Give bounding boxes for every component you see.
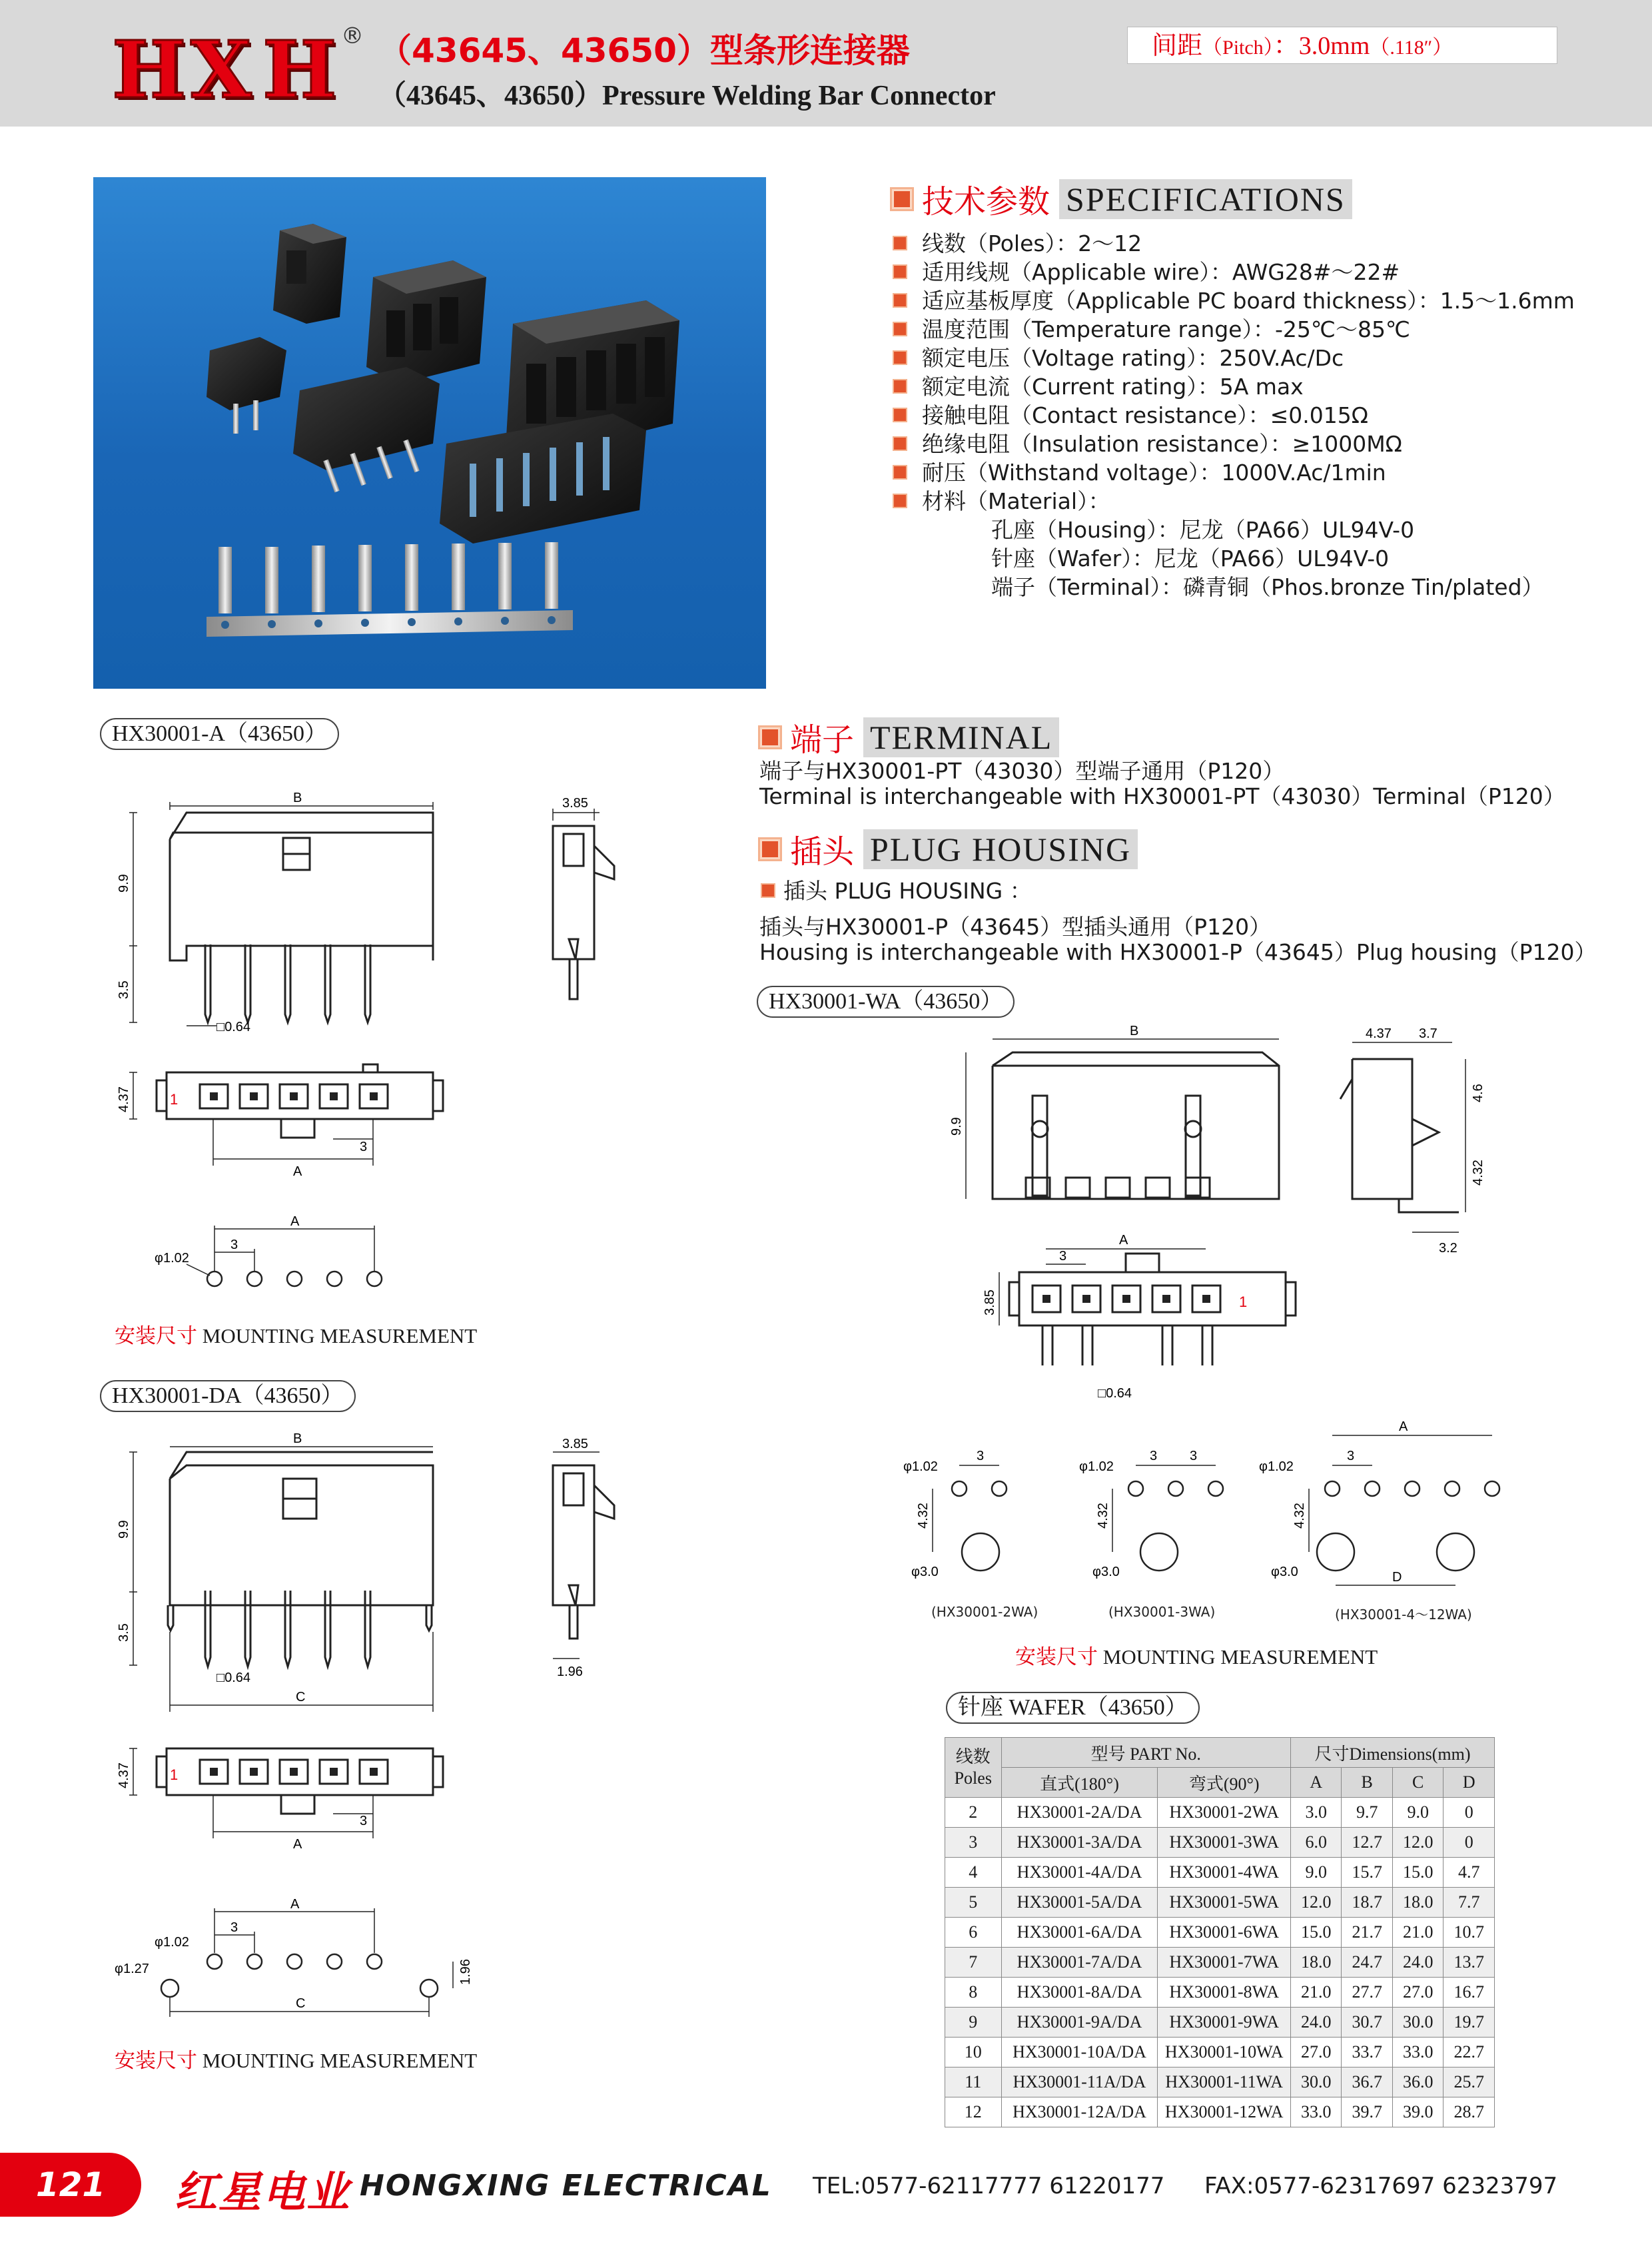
section-title-cn: 插头 [790,833,855,871]
spec-row [893,458,1625,487]
td-b: 21.7 [1342,1918,1392,1948]
mounting-en: MOUNTING MEASUREMENT [1098,1645,1378,1669]
dim-3.2-label: 3.2 [1439,1241,1457,1256]
dim-1.27-label: φ1.27 [115,1962,149,1976]
dim-0.64-label: □0.64 [216,1671,251,1685]
td-d: 10.7 [1444,1918,1495,1948]
table-row [945,2067,1495,2097]
td-straight-part: HX30001-5A/DA [1001,1888,1158,1918]
td-c: 15.0 [1392,1858,1443,1888]
dim-0.64-label: □0.64 [1098,1386,1132,1401]
pitch-sep: ： [1273,32,1299,60]
td-right-part: HX30001-12WA [1158,2097,1291,2127]
table-row [945,2097,1495,2127]
dim-a-label: A [290,1897,300,1912]
td-right-part: HX30001-5WA [1158,1888,1291,1918]
td-a: 15.0 [1291,1918,1342,1948]
td-right-part: HX30001-3WA [1158,1828,1291,1858]
caption-3wa: (HX30001-3WA) [1108,1604,1216,1620]
td-d: 19.7 [1444,2008,1495,2038]
dim-4.6-label: 4.6 [1471,1084,1485,1102]
dim-a-label: A [1119,1233,1128,1248]
td-c: 39.0 [1392,2097,1443,2127]
td-d: 28.7 [1444,2097,1495,2127]
dim-3.0-label: φ3.0 [1092,1565,1120,1579]
spec-row [893,372,1625,401]
dim-9.9-label: 9.9 [117,1520,131,1539]
td-d: 0 [1444,1828,1495,1858]
wafer-2pin [206,337,286,434]
td-b: 24.7 [1342,1948,1392,1978]
dim-b-label: B [293,791,302,805]
spec-label: 额定电流（Current rating） [922,374,1198,400]
plug-housing-sub-text: 插头 PLUG HOUSING ： [783,878,1032,904]
spec-label: 温度范围（Temperature range） [922,316,1253,342]
th-a: A [1291,1768,1342,1798]
td-a: 33.0 [1291,2097,1342,2127]
td-straight-part: HX30001-6A/DA [1001,1918,1158,1948]
dim-4.32-label: 4.32 [1096,1503,1110,1529]
table-row [945,1948,1495,1978]
bullet-square-icon [893,236,907,250]
side-view-a [533,786,666,1039]
td-poles: 7 [945,1948,1002,1978]
spec-row [893,258,1625,286]
dim-3-label: 3 [1059,1249,1067,1264]
td-right-part: HX30001-6WA [1158,1918,1291,1948]
material-value: ：尼龙（PA66）UL94V-0 [1157,517,1415,543]
table-row [945,1978,1495,2008]
dim-4.32-label: 4.32 [1292,1503,1307,1529]
td-a: 3.0 [1291,1798,1342,1828]
dim-a-label: A [1399,1419,1408,1434]
td-a: 18.0 [1291,1948,1342,1978]
dim-3-label: 3 [1150,1449,1158,1463]
material-label: 端子（Terminal） [991,574,1161,600]
housing-3pole [366,260,486,384]
td-straight-part: HX30001-2A/DA [1001,1798,1158,1828]
dim-3.5-label: 3.5 [117,980,131,999]
td-poles: 2 [945,1798,1002,1828]
td-b: 12.7 [1342,1828,1392,1858]
td-c: 12.0 [1392,1828,1443,1858]
td-right-part: HX30001-4WA [1158,1858,1291,1888]
plug-housing-sub [761,878,1032,905]
dim-a-label: A [293,1837,302,1852]
bullet-square-icon [893,465,907,480]
td-poles: 8 [945,1978,1002,2008]
section-title-cn: 技术参数 [922,183,1050,220]
spec-label: 绝缘电阻（Insulation resistance） [922,431,1270,457]
td-a: 12.0 [1291,1888,1342,1918]
td-c: 24.0 [1392,1948,1443,1978]
drawing-hx30001-a [107,786,546,1372]
td-d: 0 [1444,1798,1495,1828]
spec-row [893,344,1625,372]
td-d: 22.7 [1444,2038,1495,2067]
td-poles: 4 [945,1858,1002,1888]
td-c: 21.0 [1392,1918,1443,1948]
table-row [945,1858,1495,1888]
part-label-wa: HX30001-WA（43650） [757,986,1015,1018]
table-row [945,1828,1495,1858]
section-title-en: TERMINAL [863,717,1059,757]
dim-4.37-label: 4.37 [1366,1026,1392,1041]
td-b: 33.7 [1342,2038,1392,2067]
terminal-strip [206,542,573,637]
bullet-square-icon [893,350,907,365]
specifications-heading [890,176,1352,222]
td-straight-part: HX30001-4A/DA [1001,1858,1158,1888]
td-straight-part: HX30001-9A/DA [1001,2008,1158,2038]
dim-3-label: 3 [360,1814,368,1828]
td-d: 16.7 [1444,1978,1495,2008]
dim-a-label: A [293,1164,302,1179]
td-c: 33.0 [1392,2038,1443,2067]
td-a: 27.0 [1291,2038,1342,2067]
wafer-4pin [293,367,440,492]
dim-3.85-label: 3.85 [983,1290,997,1315]
table-header-row [945,1738,1495,1768]
td-straight-part: HX30001-12A/DA [1001,2097,1158,2127]
spec-value: ：5A max [1197,374,1304,400]
td-poles: 5 [945,1888,1002,1918]
terminal-note-cn: 端子与HX30001-PT（43030）型端子通用（P120） [759,758,1285,784]
part-label-da: HX30001-DA（43650） [100,1380,356,1412]
spec-row [893,315,1625,344]
dim-3.85-label: 3.85 [562,796,588,811]
dim-3-label: 3 [230,1920,238,1935]
td-c: 18.0 [1392,1888,1443,1918]
dim-1.96-label: 1.96 [557,1665,583,1679]
td-straight-part: HX30001-8A/DA [1001,1978,1158,2008]
td-poles: 3 [945,1828,1002,1858]
td-poles: 12 [945,2097,1002,2127]
td-b: 36.7 [1342,2067,1392,2097]
material-row [893,516,1625,544]
dim-d-label: D [1392,1570,1402,1585]
wa-mounting-drawings [893,1419,1519,1632]
spec-row [893,487,1625,516]
drawing-hx30001-da [107,1432,546,2018]
bullet-square-icon [761,883,775,898]
td-c: 9.0 [1392,1798,1443,1828]
mounting-caption-a [115,1319,477,1349]
bullet-square-icon [893,322,907,336]
spec-value: ： [1088,488,1110,514]
wafer-6pin [440,414,646,544]
spec-value: ：≤0.015Ω [1248,402,1368,428]
pitch-inch: （.118″） [1370,37,1453,59]
th-straight: 直式(180°) [1001,1768,1158,1798]
bullet-square-icon [893,436,907,451]
td-c: 36.0 [1392,2067,1443,2097]
spec-label: 材料（Material） [922,488,1088,514]
table-row [945,1918,1495,1948]
td-poles: 6 [945,1918,1002,1948]
td-d: 4.7 [1444,1858,1495,1888]
fax: FAX:0577-62317697 62323797 [1204,2173,1558,2199]
dim-b-label: B [1130,1024,1139,1038]
td-right-part: HX30001-2WA [1158,1798,1291,1828]
td-right-part: HX30001-9WA [1158,2008,1291,2038]
spec-value: ：1.5～1.6mm [1418,288,1575,314]
td-poles: 11 [945,2067,1002,2097]
td-straight-part: HX30001-11A/DA [1001,2067,1158,2097]
th-poles [945,1738,1002,1798]
spec-row [893,401,1625,430]
spec-value: ：1000V.Ac/1min [1199,460,1386,486]
section-square-icon [758,837,782,861]
td-b: 15.7 [1342,1858,1392,1888]
logo-letter: H [112,23,188,116]
terminal-note-en: Terminal is interchangeable with HX30001-PT（43030）Terminal（P120） [759,783,1565,809]
td-b: 30.7 [1342,2008,1392,2038]
dim-3-label: 3 [1190,1449,1198,1463]
spec-value: ：-25℃～85℃ [1252,316,1410,342]
spec-row [893,430,1625,458]
plug-housing-heading [758,826,1138,872]
mounting-en: MOUNTING MEASUREMENT [197,2049,478,2072]
mounting-cn: 安装尺寸 [115,2049,197,2073]
pitch-value: 3.0mm [1298,32,1370,60]
dim-3.7-label: 3.7 [1419,1026,1438,1041]
pin1-marker: 1 [170,1091,179,1108]
td-b: 9.7 [1342,1798,1392,1828]
logo-letter: H [262,23,338,116]
td-a: 21.0 [1291,1978,1342,2008]
td-straight-part: HX30001-3A/DA [1001,1828,1158,1858]
td-c: 27.0 [1392,1978,1443,2008]
td-a: 30.0 [1291,2067,1342,2097]
pitch-label-cn: 间距 [1152,32,1203,60]
th-dimensions: 尺寸Dimensions(mm) [1291,1738,1495,1768]
table-header-row [945,1768,1495,1798]
th-poles-cn: 线数 [955,1746,991,1766]
drawing-hx30001-wa [933,1019,1532,1405]
table-row [945,2038,1495,2067]
td-b: 27.7 [1342,1978,1392,2008]
th-d: D [1444,1768,1495,1798]
caption-4-12wa: (HX30001-4～12WA) [1335,1607,1472,1623]
td-d: 13.7 [1444,1948,1495,1978]
dim-1.02-label: φ1.02 [1259,1459,1294,1474]
dim-4.32-label: 4.32 [1471,1160,1485,1186]
spec-label: 线数（Poles） [922,230,1056,256]
dim-b-label: B [293,1432,302,1446]
telephone: TEL:0577-62117777 61220177 [813,2173,1165,2199]
dim-9.9-label: 9.9 [949,1117,964,1136]
spec-value: ：AWG28#～22# [1210,259,1400,285]
connector-illustration [93,177,766,689]
spec-list [893,229,1625,601]
spec-label: 适应基板厚度（Applicable PC board thickness） [922,288,1418,314]
registered-mark: ® [341,23,364,49]
td-poles: 10 [945,2038,1002,2067]
th-part-no: 型号 PART No. [1001,1738,1290,1768]
spec-value: ：250V.Ac/Dc [1197,345,1344,371]
pin1-marker: 1 [1239,1294,1248,1310]
bullet-square-icon [893,408,907,422]
section-title-cn: 端子 [790,721,855,759]
section-square-icon [758,725,782,749]
dim-3.0-label: φ3.0 [1271,1565,1298,1579]
mounting-caption-da [115,2044,477,2073]
wafer-label: 针座 WAFER（43650） [946,1692,1200,1724]
dim-3-label: 3 [360,1140,368,1154]
dim-1.96-label: 1.96 [458,1959,473,1985]
pin1-marker: 1 [170,1766,179,1783]
td-d: 7.7 [1444,1888,1495,1918]
caption-2wa: (HX30001-2WA) [931,1604,1038,1620]
material-row [893,573,1625,601]
pitch-box [1127,27,1557,64]
bullet-square-icon [893,264,907,279]
wafer-table [945,1737,1495,2127]
dim-1.02-label: φ1.02 [903,1459,938,1474]
part-label-a: HX30001-A（43650） [100,718,339,750]
mounting-cn: 安装尺寸 [1015,1645,1098,1669]
dim-4.32-label: 4.32 [916,1503,931,1529]
dim-3-label: 3 [230,1238,238,1252]
plug-housing-note-cn: 插头与HX30001-P（43645）型插头通用（P120） [759,914,1272,940]
brand-name-cn: 红星电业 [175,2168,350,2217]
td-right-part: HX30001-10WA [1158,2038,1291,2067]
pitch-label-en: （Pitch） [1202,37,1274,59]
table-row [945,1888,1495,1918]
material-value: ：磷青铜（Phos.bronze Tin/plated） [1160,574,1544,600]
page-title-cn: （43645、43650）型条形连接器 [378,31,910,70]
spec-label: 接触电阻（Contact resistance） [922,402,1248,428]
spec-row [893,229,1625,258]
th-poles-en: Poles [954,1768,992,1788]
material-value: ：尼龙（PA66）UL94V-0 [1132,546,1390,571]
spec-label: 额定电压（Voltage rating） [922,345,1198,371]
dim-4.37-label: 4.37 [117,1086,131,1112]
dim-c-label: C [296,1690,306,1704]
table-row [945,2008,1495,2038]
material-row [893,544,1625,573]
bullet-square-icon [893,494,907,508]
section-title-en: PLUG HOUSING [863,829,1138,869]
dim-3.0-label: φ3.0 [911,1565,939,1579]
wafer-table-body [945,1798,1495,2127]
bullet-square-icon [893,293,907,308]
plug-housing-note-en: Housing is interchangeable with HX30001-P（43645）Plug housing（P120） [759,939,1597,965]
product-photo [93,177,766,689]
td-a: 9.0 [1291,1858,1342,1888]
td-b: 39.7 [1342,2097,1392,2127]
td-straight-part: HX30001-10A/DA [1001,2038,1158,2067]
dim-4.37-label: 4.37 [117,1762,131,1788]
td-right-part: HX30001-11WA [1158,2067,1291,2097]
td-a: 24.0 [1291,2008,1342,2038]
spec-value: ：2～12 [1056,230,1142,256]
td-c: 30.0 [1392,2008,1443,2038]
spec-label: 适用线规（Applicable wire） [922,259,1210,285]
terminal-heading [758,714,1059,760]
th-b: B [1342,1768,1392,1798]
bullet-square-icon [893,379,907,394]
th-c: C [1392,1768,1443,1798]
housing-2pole [273,224,346,324]
dim-c-label: C [296,1996,306,2011]
dim-1.02-label: φ1.02 [155,1251,189,1266]
td-poles: 9 [945,2008,1002,2038]
page-title-en: （43645、43650）Pressure Welding Bar Connector [378,81,996,111]
spec-row [893,286,1625,315]
dim-3.85-label: 3.85 [562,1437,588,1451]
material-label: 针座（Wafer） [991,546,1132,571]
td-right-part: HX30001-8WA [1158,1978,1291,2008]
dim-3-label: 3 [1347,1449,1355,1463]
td-straight-part: HX30001-7A/DA [1001,1948,1158,1978]
page-number: 121 [0,2153,141,2217]
th-right-angle: 弯式(90°) [1158,1768,1291,1798]
table-row [945,1798,1495,1828]
dim-9.9-label: 9.9 [117,874,131,893]
dim-1.02-label: φ1.02 [1079,1459,1114,1474]
dim-3.5-label: 3.5 [117,1623,131,1642]
td-right-part: HX30001-7WA [1158,1948,1291,1978]
dim-3-label: 3 [977,1449,985,1463]
section-title-en: SPECIFICATIONS [1059,179,1352,219]
logo-letter: X [191,23,253,116]
section-square-icon [890,187,914,211]
td-a: 6.0 [1291,1828,1342,1858]
dim-0.64-label: □0.64 [216,1020,251,1034]
brand-name-en: HONGXING ELECTRICAL [360,2169,772,2203]
mounting-en: MOUNTING MEASUREMENT [197,1324,478,1347]
dim-1.02-label: φ1.02 [155,1935,189,1950]
hxh-logo [112,23,338,116]
dim-a-label: A [290,1214,300,1229]
mounting-caption-wa [1015,1640,1378,1670]
td-d: 25.7 [1444,2067,1495,2097]
side-view-da [533,1432,666,1698]
mounting-cn: 安装尺寸 [115,1324,197,1348]
td-b: 18.7 [1342,1888,1392,1918]
spec-value: ：≥1000MΩ [1270,431,1402,457]
spec-label: 耐压（Withstand voltage） [922,460,1200,486]
material-label: 孔座（Housing） [991,517,1158,543]
